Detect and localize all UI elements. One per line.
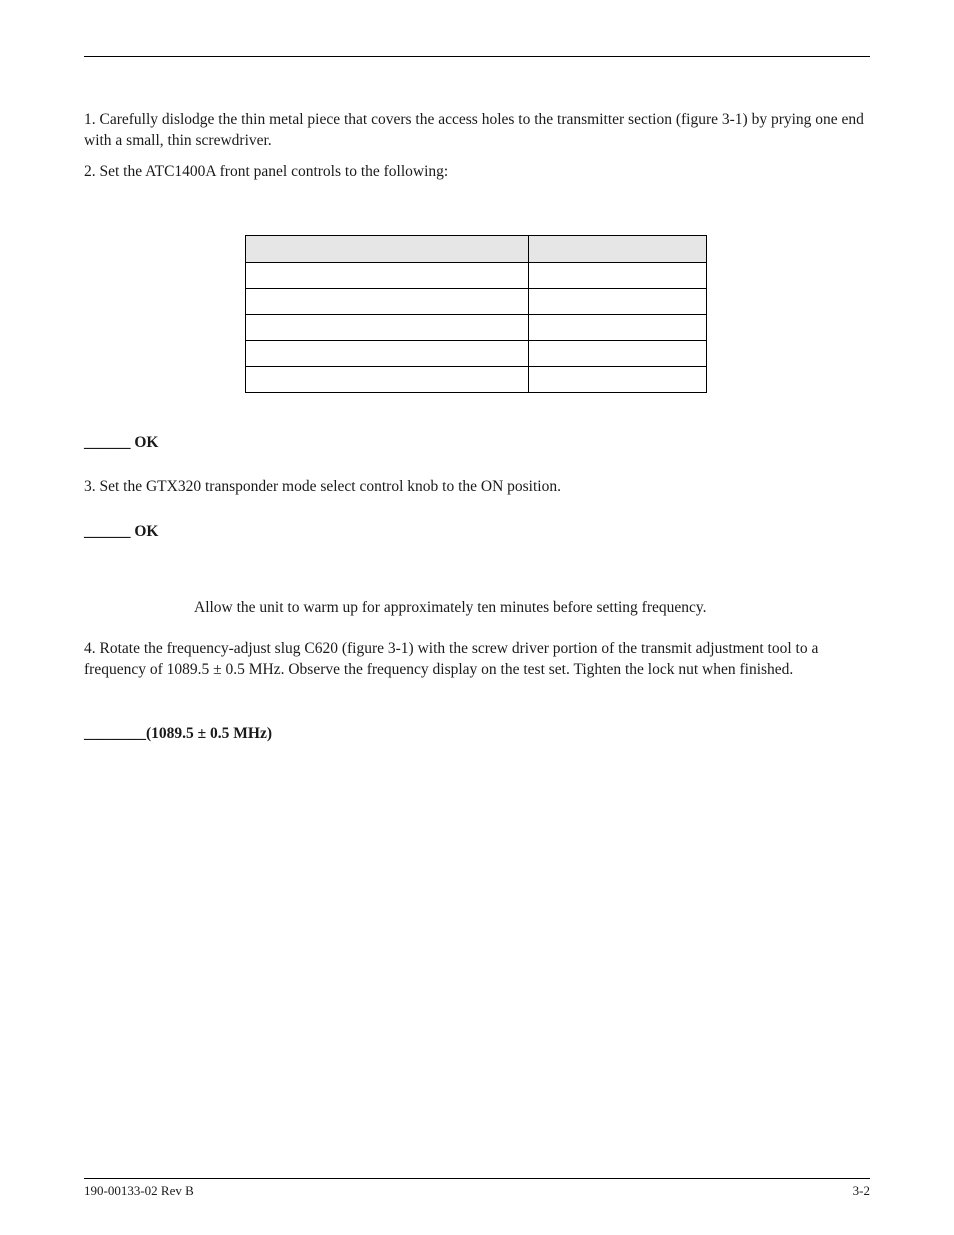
check-ok-2: ______ OK bbox=[84, 523, 159, 540]
table-cell bbox=[529, 315, 707, 341]
table-cell bbox=[246, 289, 529, 315]
page-number: 3-2 bbox=[852, 1183, 870, 1198]
table-cell bbox=[246, 367, 529, 393]
step-2-text: 2. Set the ATC1400A front panel controls to the following: bbox=[84, 163, 449, 180]
check-ok-1: ______ OK bbox=[84, 434, 159, 451]
table-cell bbox=[529, 289, 707, 315]
table-row bbox=[246, 341, 707, 367]
table-cell bbox=[529, 367, 707, 393]
table-row bbox=[246, 263, 707, 289]
step-3-text: 3. Set the GTX320 transponder mode select control knob to the ON position. bbox=[84, 478, 561, 495]
step-4-text: 4. Rotate the frequency-adjust slug C620 (figure 3-1) with the screw driver portion of the transmit adjustment tool to a frequency of 1089.5 ± 0.5 MHz. Observe the frequency display on the test set. Tighten the lock nut when finished. bbox=[84, 640, 819, 678]
table-row bbox=[246, 315, 707, 341]
step-1-text: 1. Carefully dislodge the thin metal piece that covers the access holes to the transmitter section (figure 3-1) by prying one end with a small, thin screwdriver. bbox=[84, 111, 864, 149]
table-header-row bbox=[246, 236, 707, 263]
table-cell bbox=[246, 315, 529, 341]
document-number: 190-00133-02 Rev B bbox=[84, 1183, 194, 1198]
table-header-cell-control bbox=[246, 236, 529, 263]
table-cell bbox=[246, 341, 529, 367]
table-cell bbox=[246, 263, 529, 289]
table-cell bbox=[529, 341, 707, 367]
table-row bbox=[246, 289, 707, 315]
table-cell bbox=[529, 263, 707, 289]
table-row bbox=[246, 367, 707, 393]
footer-rule bbox=[84, 1178, 870, 1179]
front-panel-settings-table bbox=[245, 235, 707, 393]
check-frequency: ________(1089.5 ± 0.5 MHz) bbox=[84, 725, 273, 742]
table-header-cell-setting bbox=[529, 236, 707, 263]
header-rule bbox=[84, 56, 870, 57]
warm-up-note: Allow the unit to warm up for approximately ten minutes before setting frequency. bbox=[194, 599, 707, 616]
